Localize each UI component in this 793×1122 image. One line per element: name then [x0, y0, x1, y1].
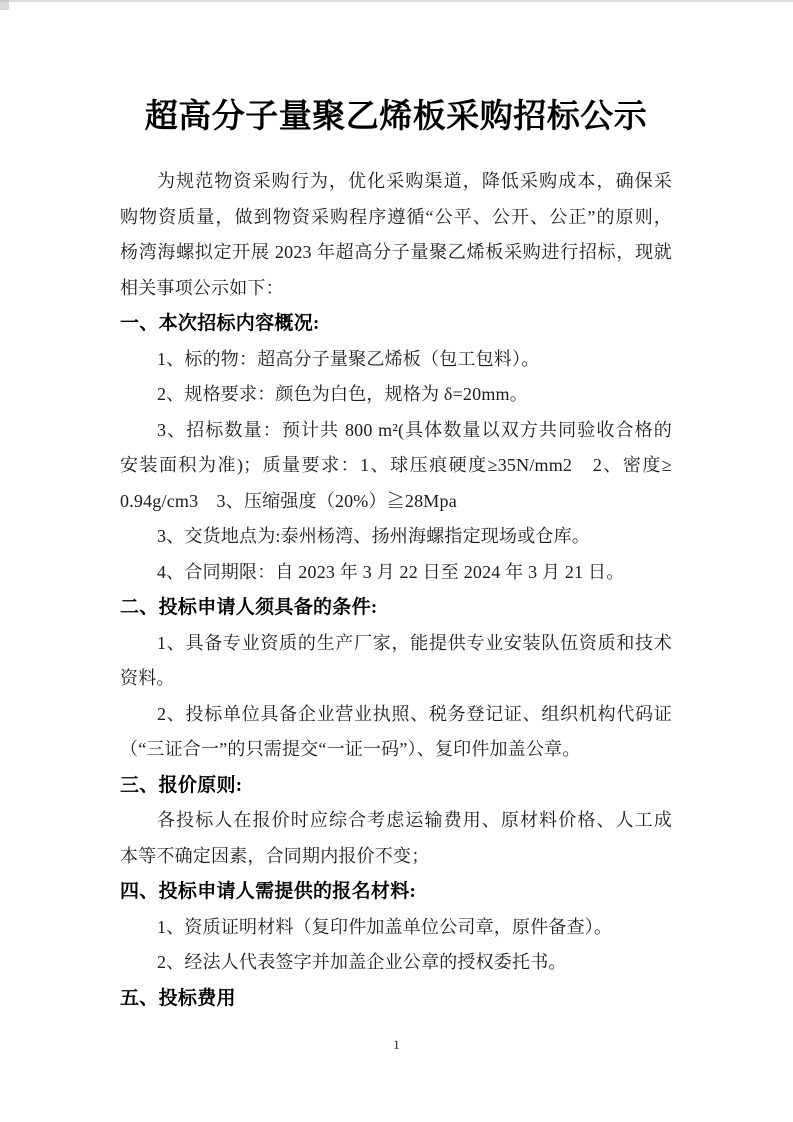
condition-line-1b: 资料。 [120, 668, 175, 688]
page-footer [0, 1036, 793, 1054]
intro-line-1: 为规范物资采购行为，优化采购渠道，降低采购成本，确保采 [157, 171, 672, 191]
material-line-1: 1、资质证明材料（复印件加盖单位公司章，原件备查）。 [157, 916, 613, 937]
condition-line-1a: 1、具备专业资质的生产厂家，能提供专业安装队伍资质和技术 [157, 632, 672, 653]
material-line-2: 2、经法人代表签字并加盖企业公章的授权委托书。 [157, 952, 567, 972]
item-contract-period-line: 4、合同期限：自 2023 年 3 月 22 日至 2024 年 3 月 21 日。 [157, 561, 625, 582]
section-1-heading: 一、本次招标内容概况: [120, 313, 320, 334]
item-spec-line: 2、规格要求：颜色为白色，规格为 δ=20mm。 [157, 384, 528, 404]
item-quantity-line-3: 0.94g/cm3 3、压缩强度（20%）≧28Mpa [120, 490, 457, 511]
page-number: 1 [393, 1037, 400, 1052]
condition-line-2a: 2、投标单位具备企业营业执照、税务登记证、组织机构代码证 [157, 703, 672, 724]
item-delivery-line: 3、交货地点为:泰州杨湾、扬州海螺指定现场或仓库。 [157, 526, 590, 546]
document-title: 超高分子量聚乙烯板采购招标公示 [144, 97, 648, 134]
pricing-line-1: 各投标人在报价时应综合考虑运输费用、原材料价格、人工成 [157, 810, 672, 830]
item-subject-line: 1、标的物：超高分子量聚乙烯板（包工包料）。 [157, 348, 540, 369]
section-3-heading: 三、报价原则: [120, 774, 243, 796]
scan-corner-artifact [0, 0, 9, 10]
intro-line-4: 相关事项公示如下： [120, 277, 284, 298]
scan-edge-artifact [0, 0, 793, 2]
section-2-heading: 二、投标申请人须具备的条件: [120, 597, 378, 618]
intro-line-2: 购物资质量，做到物资采购程序遵循“公平、公开、公正”的原则， [120, 206, 672, 227]
item-quantity-line-2: 安装面积为准)；质量要求：1、球压痕硬度≥35N/mm2 2、密度≥ [120, 455, 672, 475]
condition-line-2b: （“三证合一”的只需提交“一证一码”）、复印件加盖公章。 [120, 739, 581, 759]
pricing-line-2: 本等不确定因素，合同期内报价不变； [120, 845, 430, 866]
document-body [120, 94, 672, 1016]
section-4-heading: 四、投标申请人需提供的报名材料: [120, 881, 417, 902]
section-5-heading: 五、投标费用 [120, 987, 236, 1009]
intro-line-3: 杨湾海螺拟定开展 2023 年超高分子量聚乙烯板采购进行招标，现就 [120, 242, 672, 262]
item-quantity-line-1: 3、招标数量：预计共 800 m²(具体数量以双方共同验收合格的 [157, 419, 672, 440]
